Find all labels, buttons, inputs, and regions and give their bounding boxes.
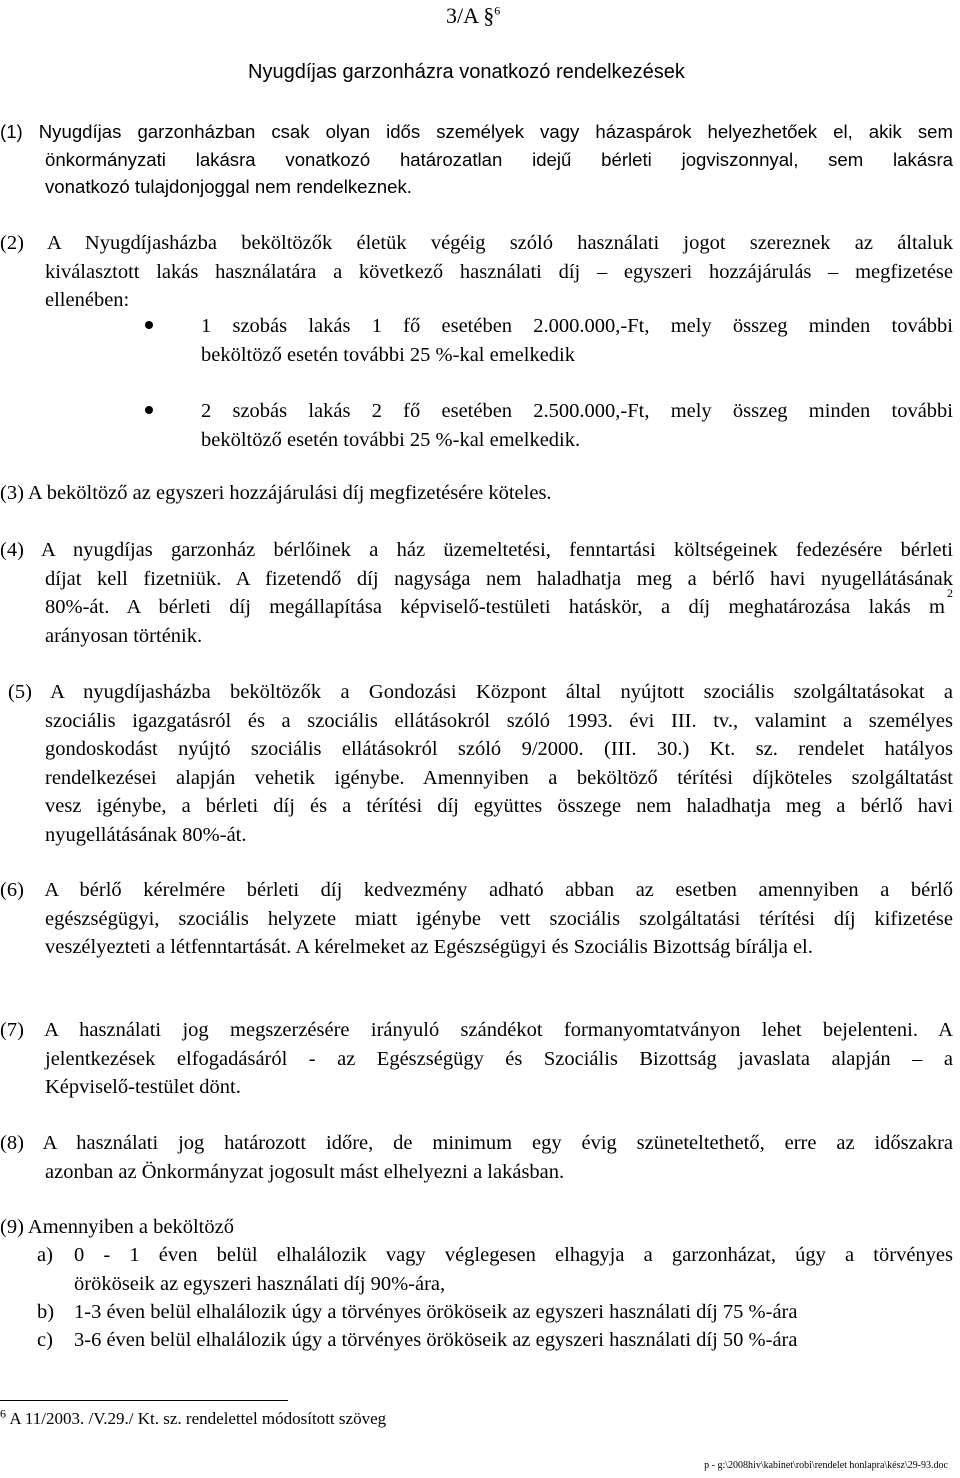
- p5-line-6: nyugellátásának 80%-át.: [45, 823, 247, 846]
- paragraph-6: [0, 876, 953, 962]
- p4-line-1: (4) A nyugdíjas garzonház bérlőinek a ház üzemeltetési, fenntartási költségeinek fedezésére bérleti: [0, 539, 953, 561]
- p5-line-3: gondoskodást nyújtó szociális ellátásokról szóló 9/2000. (III. 30.) Kt. sz. rendelet hatályos: [45, 738, 953, 760]
- list-item-a: [74, 1241, 953, 1298]
- paragraph-5: [8, 678, 953, 849]
- p5-line-2: szociális igazgatásról és a szociális ellátásokról szóló 1993. évi III. tv., valamint a személyes: [45, 709, 953, 732]
- paragraph-8: [0, 1129, 953, 1186]
- bullet-item-1: [201, 312, 953, 369]
- p5-line-1: (5) A nyugdíjasházba beköltözők a Gondozási Központ által nyújtott szociális szolgáltatásokat a: [8, 681, 953, 703]
- paragraph-2: [0, 229, 953, 315]
- p4-line-3: [45, 586, 953, 622]
- page-title: Nyugdíjas garzonházra vonatkozó rendelkezések: [248, 61, 685, 83]
- p5-line-4: rendelkezései alapján vehetik igénybe. Amennyiben a beköltöző térítési díjköteles szolgáltatást: [45, 766, 953, 789]
- list-item-c: 3-6 éven belül elhalálozik úgy a törvényes örököseik az egyszeri használati díj 50 %-ára: [74, 1329, 798, 1351]
- bullet-2-line-1: 2 szobás lakás 2 fő esetében 2.500.000,-Ft, mely összeg minden további: [201, 400, 953, 422]
- paragraph-4: [0, 536, 953, 650]
- p4-line-2: díjat kell fizetniük. A fizetendő díj nagysága nem haladhatja meg a bérlő havi nyugellátásának: [45, 567, 953, 590]
- bullet-1-line-1: 1 szobás lakás 1 fő esetében 2.000.000,-Ft, mely összeg minden további: [201, 315, 953, 337]
- p7-line-1: (7) A használati jog megszerzésére irányuló szándékot formanyomtatványon lehet bejelenteni. A: [0, 1019, 953, 1041]
- list-label-c: c): [37, 1329, 53, 1351]
- list-item-b: 1-3 éven belül elhalálozik úgy a törvényes örököseik az egyszeri használati díj 75 %-ára: [74, 1301, 798, 1323]
- bullet-item-2: [201, 397, 953, 454]
- footnote-text: A 11/2003. /V.29./ Kt. sz. rendelettel módosított szöveg: [9, 1409, 387, 1428]
- p2-line-2: kiválasztott lakás használatára a következő használati díj – egyszeri hozzájárulás – megfizetése: [45, 260, 953, 283]
- section-heading: [446, 2, 500, 31]
- p8-line-2: azonban az Önkormányzat jogosult mást elhelyezni a lakásban.: [45, 1160, 565, 1183]
- list-label-a: a): [37, 1244, 53, 1266]
- footnote-reference: 6: [494, 3, 501, 18]
- list-label-b: b): [37, 1301, 55, 1323]
- p8-line-1: (8) A használati jog határozott időre, de minimum egy évig szüneteltethető, erre az időszakra: [0, 1132, 953, 1154]
- p2-line-3: ellenében:: [45, 289, 130, 311]
- paragraph-3: (3) A beköltöző az egyszeri hozzájárulási díj megfizetésére köteles.: [0, 482, 552, 504]
- item-a-line-2: örököseik az egyszeri használati díj 90%-ára,: [74, 1272, 446, 1295]
- p2-line-1: (2) A Nyugdíjasházba beköltözők életük végéig szóló használati jogot szereznek az általuk: [0, 232, 953, 254]
- unit-exponent: 2: [947, 586, 953, 600]
- p7-line-2: jelentkezések elfogadásáról - az Egészségügy és Szociális Bizottság javaslata alapján – a: [45, 1047, 953, 1070]
- item-a-line-1: 0 - 1 éven belül elhalálozik vagy véglegesen elhagyja a garzonházat, úgy a törvényes: [74, 1244, 953, 1266]
- paragraph-1: [0, 118, 953, 201]
- p4-line-4: arányosan történik.: [45, 624, 203, 647]
- paragraph-7: [0, 1016, 953, 1102]
- p1-line-3: vonatkozó tulajdonjoggal nem rendelkeznek.: [45, 176, 412, 197]
- footnote: [0, 1407, 386, 1431]
- file-path: p - g:\2008hiv\kabinet\robi\rendelet honlapra\kész\29-93.doc: [704, 1460, 948, 1471]
- bullet-icon: [145, 406, 153, 414]
- bullet-1-line-2: beköltöző esetén további 25 %-kal emelkedik: [201, 343, 576, 366]
- bullet-icon: [145, 321, 153, 329]
- section-number: 3/A §: [446, 3, 495, 28]
- p7-line-3: Képviselő-testület dönt.: [45, 1076, 241, 1098]
- footnote-separator: [0, 1400, 288, 1401]
- p4-line-3-text: 80%-át. A bérleti díj megállapítása képviselő-testületi hatáskör, a díj meghatározása lakás m: [45, 596, 945, 618]
- p6-line-1: (6) A bérlő kérelmére bérleti díj kedvezmény adható abban az esetben amennyiben a bérlő: [0, 879, 953, 901]
- p5-line-5: vesz igénybe, a bérleti díj és a térítési díj együttes összege nem haladhatja meg a bérlő havi: [45, 795, 953, 817]
- p1-line-1: (1) Nyugdíjas garzonházban csak olyan idős személyek vagy házaspárok helyezhetőek el, akik sem: [0, 121, 953, 142]
- p1-line-2: önkormányzati lakásra vonatkozó határozatlan idejű bérleti jogviszonnyal, sem lakásra: [45, 148, 953, 170]
- bullet-2-line-2: beköltöző esetén további 25 %-kal emelkedik.: [201, 428, 581, 451]
- p6-line-2: egészségügyi, szociális helyzete miatt igénybe vett szociális szolgáltatási térítési díj kifizetése: [45, 907, 953, 930]
- p9-intro: (9) Amennyiben a beköltöző: [0, 1216, 234, 1238]
- footnote-number: 6: [0, 1406, 6, 1421]
- p6-line-3: veszélyezteti a létfenntartását. A kérelmeket az Egészségügyi és Szociális Bizottság bírálja el.: [45, 936, 813, 958]
